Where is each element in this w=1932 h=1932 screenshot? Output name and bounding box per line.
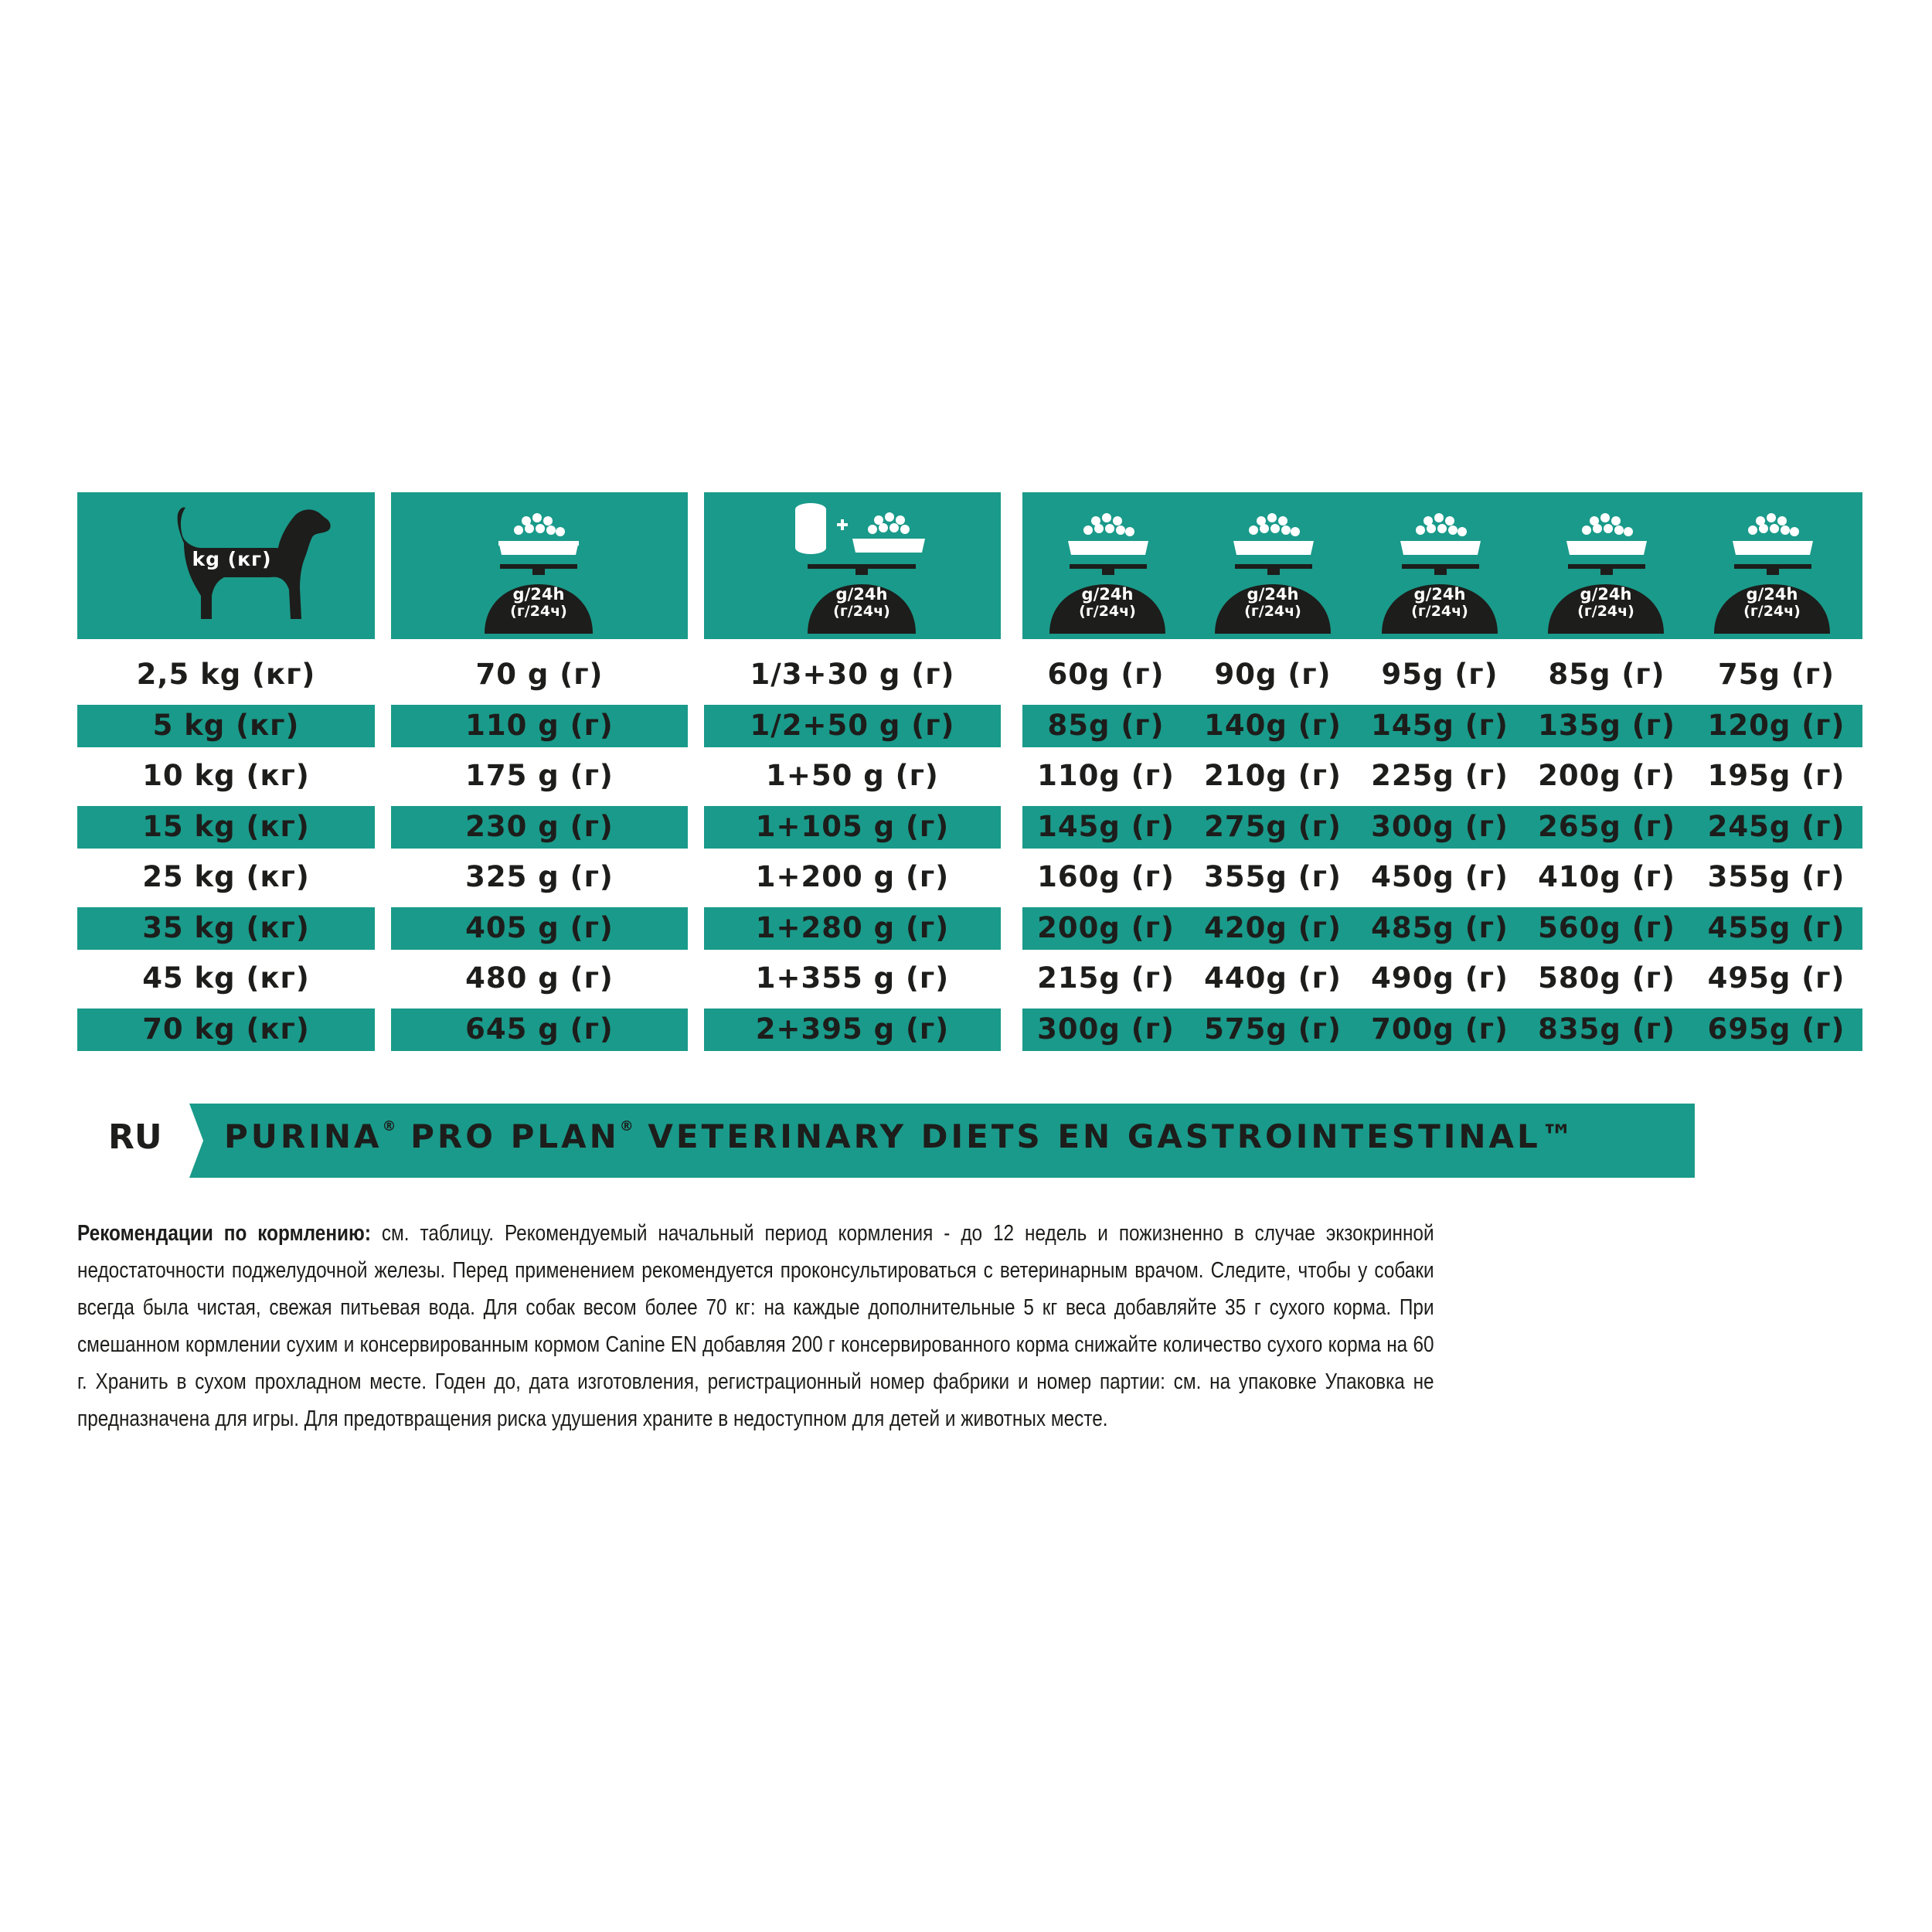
portion-cell: 580g (г) (1538, 961, 1675, 995)
portion-label-ru: (г/24ч) (510, 603, 567, 620)
portion-cell: 85g (г) (1047, 708, 1165, 742)
product-title (224, 1117, 1577, 1155)
portion-cell: 1/2+50 g (г) (750, 708, 955, 742)
portion-label-en: g/24h (835, 585, 888, 604)
portion-cell: 85g (г) (1548, 658, 1665, 692)
portion-cell: 2+395 g (г) (755, 1012, 950, 1046)
feeding-recommendations (77, 1215, 1434, 1437)
portion-cell: 225g (г) (1371, 759, 1509, 793)
weight-cell: 10 kg (кг) (142, 759, 310, 793)
portion-per-day-label (1226, 586, 1319, 620)
portion-cell: 1/3+30 g (г) (750, 658, 955, 692)
portion-cell: 275g (г) (1204, 809, 1342, 843)
portion-cell: 1+105 g (г) (755, 809, 950, 843)
portion-cell: 200g (г) (1538, 759, 1675, 793)
portion-cell: 1+355 g (г) (755, 961, 950, 995)
portion-cell: 700g (г) (1371, 1012, 1509, 1046)
weight-cell: 15 kg (кг) (142, 809, 310, 843)
portion-label-en: g/24h (1247, 585, 1299, 604)
trademark: ™ (1540, 1117, 1577, 1155)
portion-cell: 120g (г) (1707, 708, 1845, 742)
portion-cell: 325 g (г) (465, 860, 614, 894)
portion-cell: 490g (г) (1371, 961, 1509, 995)
recommendations-lead: Рекомендации по кормлению: (77, 1221, 371, 1246)
portion-cell: 495g (г) (1707, 961, 1845, 995)
portion-label-en: g/24h (1413, 585, 1466, 604)
portion-label-ru: (г/24ч) (833, 603, 890, 620)
portion-cell: 410g (г) (1538, 860, 1675, 894)
portion-cell: 90g (г) (1214, 658, 1332, 692)
portion-cell: 140g (г) (1204, 708, 1342, 742)
portion-cell: 1+280 g (г) (755, 910, 950, 944)
portion-per-day-label (1061, 586, 1154, 620)
portion-cell: 210g (г) (1204, 759, 1342, 793)
portion-per-day-label (815, 586, 908, 620)
portion-cell: 450g (г) (1371, 860, 1509, 894)
portion-cell: 135g (г) (1538, 708, 1675, 742)
reg-mark-1: ® (382, 1118, 396, 1134)
portion-label-ru: (г/24ч) (1743, 603, 1801, 620)
portion-per-day-label (1393, 586, 1486, 620)
portion-cell: 215g (г) (1037, 961, 1175, 995)
portion-cell: 480 g (г) (465, 961, 614, 995)
portion-cell: 70 g (г) (475, 658, 604, 692)
brand-purina: PURINA (224, 1117, 383, 1155)
portion-cell: 110g (г) (1037, 759, 1175, 793)
portion-label-en: g/24h (512, 585, 565, 604)
portion-cell: 230 g (г) (465, 809, 614, 843)
portion-cell: 420g (г) (1204, 910, 1342, 944)
portion-cell: 1+50 g (г) (766, 759, 939, 793)
weight-cell: 35 kg (кг) (142, 910, 310, 944)
portion-label-ru: (г/24ч) (1244, 603, 1301, 620)
portion-cell: 75g (г) (1717, 658, 1835, 692)
portion-cell: 145g (г) (1371, 708, 1509, 742)
portion-per-day-label (492, 586, 585, 620)
recommendations-text: см. таблицу. Рекомендуемый начальный период кормления - до 12 недель и пожизненно в случае экзокринной недостаточности поджелудочной железы. Перед применением рекомендуется проконсультироваться с ветеринарным врачом. Следите, чтобы у собаки всегда была чистая, свежая питьевая вода. Для собак весом более 70 кг: на каждые дополнительные 5 кг веса добавляйте 35 г сухого корма. При смешанном кормлении сухим и консервированным кормом Canine EN добавляя 200 г консервированного корма снижайте количество сухого корма на 60 г. Хранить в сухом прохладном месте. Годен до, дата изготовления, регистрационный номер фабрики и номер партии: см. на упаковке Упаковка не предназначена для игры. Для предотвращения риска удушения храните в недоступном для детей и животных месте. (77, 1221, 1434, 1431)
portion-cell: 110 g (г) (465, 708, 614, 742)
weight-cell: 45 kg (кг) (142, 961, 310, 995)
portion-cell: 245g (г) (1707, 809, 1845, 843)
product-name: VETERINARY DIETS EN GASTROINTESTINAL (633, 1117, 1541, 1155)
portion-cell: 485g (г) (1371, 910, 1509, 944)
weight-header-label: kg (кг) (192, 547, 272, 570)
portion-label-ru: (г/24ч) (1079, 603, 1136, 620)
portion-cell: 835g (г) (1538, 1012, 1675, 1046)
portion-cell: 355g (г) (1707, 860, 1845, 894)
portion-per-day-label (1560, 586, 1652, 620)
weight-cell: 70 kg (кг) (142, 1012, 310, 1046)
language-code: RU (108, 1117, 162, 1157)
portion-cell: 145g (г) (1037, 809, 1175, 843)
portion-cell: 300g (г) (1371, 809, 1509, 843)
portion-cell: 560g (г) (1538, 910, 1675, 944)
brand-pro-plan: PRO PLAN (396, 1117, 620, 1155)
portion-cell: 575g (г) (1204, 1012, 1342, 1046)
portion-cell: 455g (г) (1707, 910, 1845, 944)
weight-cell: 2,5 kg (кг) (136, 658, 316, 692)
portion-label-en: g/24h (1580, 585, 1632, 604)
portion-cell: 95g (г) (1381, 658, 1498, 692)
portion-per-day-label (1726, 586, 1818, 620)
portion-cell: 645 g (г) (465, 1012, 614, 1046)
portion-cell: 300g (г) (1037, 1012, 1175, 1046)
portion-cell: 60g (г) (1047, 658, 1165, 692)
portion-cell: 200g (г) (1037, 910, 1175, 944)
portion-label-ru: (г/24ч) (1411, 603, 1468, 620)
portion-cell: 1+200 g (г) (755, 860, 950, 894)
portion-cell: 405 g (г) (465, 910, 614, 944)
portion-label-ru: (г/24ч) (1577, 603, 1634, 620)
weight-cell: 25 kg (кг) (142, 860, 310, 894)
weight-cell: 5 kg (кг) (152, 708, 300, 742)
portion-label-en: g/24h (1746, 585, 1798, 604)
portion-label-en: g/24h (1081, 585, 1134, 604)
reg-mark-2: ® (619, 1118, 634, 1134)
portion-cell: 175 g (г) (465, 759, 614, 793)
portion-cell: 695g (г) (1707, 1012, 1845, 1046)
portion-cell: 195g (г) (1707, 759, 1845, 793)
portion-cell: 440g (г) (1204, 961, 1342, 995)
portion-cell: 355g (г) (1204, 860, 1342, 894)
portion-cell: 265g (г) (1538, 809, 1675, 843)
portion-cell: 160g (г) (1037, 860, 1175, 894)
